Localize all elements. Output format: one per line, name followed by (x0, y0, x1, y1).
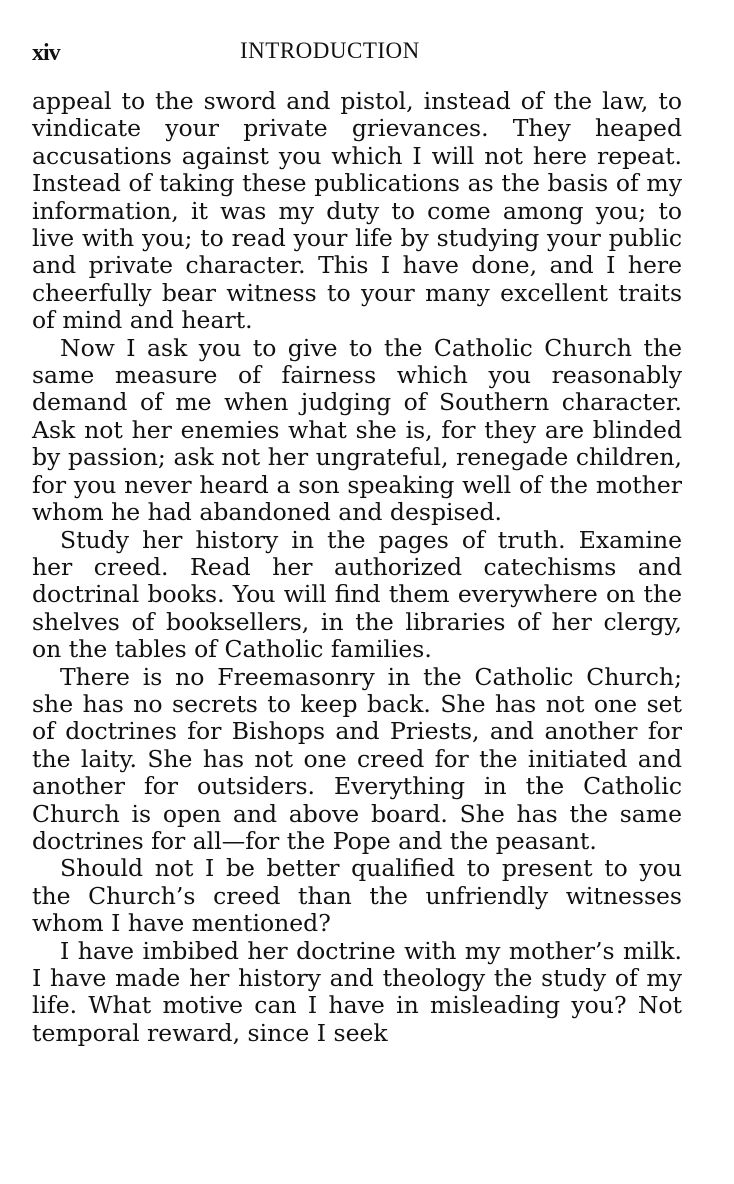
paragraph-3: Study her history in the pages of truth. Examine her creed. Read her authorized catechisms and doctrinal books. You will find them everywhere on the shelves of booksellers, in the libraries of her clergy, on the tables of Catholic families. (32, 525, 682, 664)
body-text (32, 88, 682, 1047)
paragraph-5: Should not I be better qualified to present to you the Church’s creed than the unfriendly witnesses whom I have mentioned? (32, 854, 682, 938)
paragraph-2: Now I ask you to give to the Catholic Church the same measure of fairness which you reasonably demand of me when judging of Southern character. Ask not her enemies what she is, for they are blinded by passion; ask not her ungrateful, renegade children, for you never heard a son speaking well of the mother whom he had abandoned and despised. (32, 333, 682, 527)
page-header (28, 36, 678, 70)
paragraph-4: There is no Freemasonry in the Catholic Church; she has no secrets to keep back. She has not one set of doctrines for Bishops and Priests, and another for the laity. She has not one creed for the initiated and another for outsiders. Everything in the Catholic Church is open and above board. She has the same doctrines for all—for the Pope and the peasant. (32, 662, 682, 855)
page-number: xiv (32, 40, 60, 66)
paragraph-1: appeal to the sword and pistol, instead of the law, to vindicate your private grievances. They heaped accusations against you which I will not here repeat. Instead of taking these publications as the basis of my information, it was my duty to come among you; to live with you; to read your life by studying your public and private character. This I have done, and I here cheerfully bear witness to your many excellent traits of mind and heart. (32, 87, 682, 335)
paragraph-6: I have imbibed her doctrine with my mother’s milk. I have made her history and theology the study of my life. What motive can I have in misleading you? Not temporal reward, since I seek (32, 936, 682, 1047)
running-head: INTRODUCTION (240, 38, 420, 63)
